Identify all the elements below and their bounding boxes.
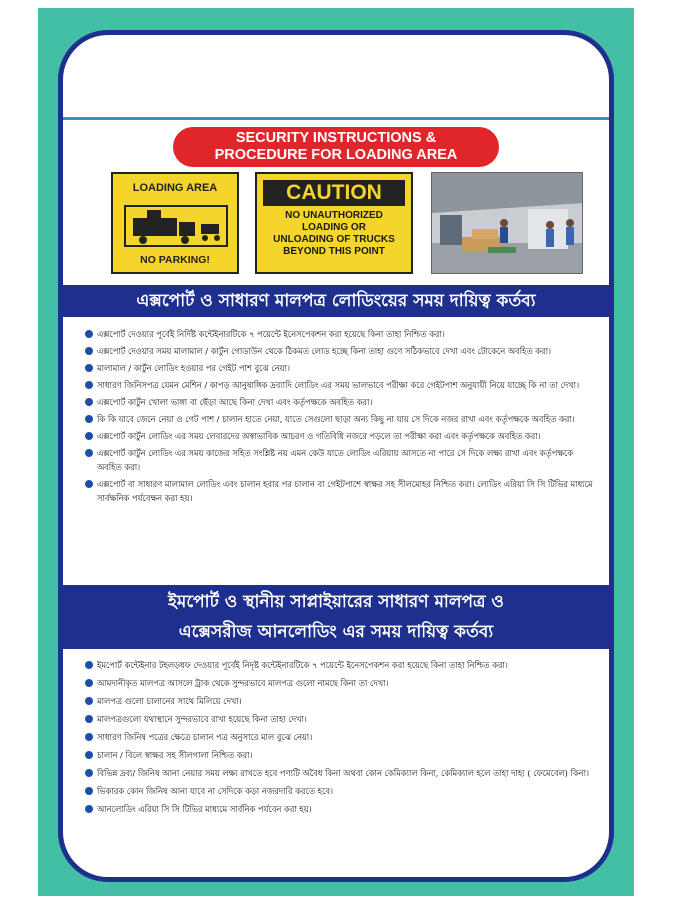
bullet-icon	[85, 398, 93, 406]
caution-heading: CAUTION	[263, 180, 405, 206]
caution-line-3: UNLOADING OF TRUCKS	[273, 234, 395, 245]
bullet-icon	[85, 381, 93, 389]
bullet-icon	[85, 364, 93, 372]
warehouse-illustration	[432, 173, 583, 274]
bullet-icon	[85, 715, 93, 723]
bullet-icon	[85, 733, 93, 741]
list-item: আনলোডিং এরিয়া সি সি টিভির মাধ্যমে সার্বনিক পর্যবেন করা হয়।	[85, 802, 597, 816]
truck-icon	[121, 200, 231, 250]
bullet-icon	[85, 805, 93, 813]
section2-heading-line-2: এক্সেসরীজ আনলোডিং এর সময় দায়িত্ব কর্তব্য	[178, 622, 494, 642]
list-item: এক্সপোর্ট কার্টুন লোডিং এর সময় লেবারদের অস্বাভাবিক আচরণ ও গতিবিধি নজরে পড়লে তা পরীক্ষা করা এবং কর্তৃপক্ষকে অবহিত করা।	[85, 429, 597, 443]
bullet-icon	[85, 697, 93, 705]
caution-sign	[255, 172, 413, 274]
bullet-icon	[85, 769, 93, 777]
bullet-icon	[85, 679, 93, 687]
list-item: সাধারণ জিনিষ পত্রের ক্ষেত্রে চালান পত্র অনুসারে মাল বুঝে নেয়া।	[85, 730, 597, 744]
list-item: মালামাল / কার্টুন লোডিং হওয়ার পর গেইট পাশ বুঝে নেয়া।	[85, 361, 597, 375]
caution-line-4: BEYOND THIS POINT	[283, 246, 385, 257]
notice-panel	[58, 30, 614, 882]
list-item: ইমপোর্ট কন্টেইনার টহলড়ধফ দেওয়ার পূর্বেই নিদৃষ্ট কন্টেইনারটিকে ৭ পয়েন্টে ইনেসপেকশন করা হয়েছে কিনা তাহা নিশ্চিত করা।	[85, 658, 597, 672]
bullet-icon	[85, 751, 93, 759]
warehouse-photo	[431, 172, 583, 274]
list-item: চালান / বিলে স্বাক্ষর সহ সীলগালা নিশ্চিত করা।	[85, 748, 597, 762]
bullet-icon	[85, 661, 93, 669]
bullet-icon	[85, 787, 93, 795]
caution-line-2: LOADING OR	[302, 222, 366, 233]
list-item: এক্সপোর্ট বা সাধারণ মালামাল লোডিং এবং চালান হবার পর চালান বা গেইটপাশে স্বাক্ষর সহ সীলমোহর নিশ্চিত করা। লোডিং এরিয়া সি সি টিভির মাধ্যমে সার্বক্ষনিক পর্যবেক্ষন করা হয়।	[85, 477, 597, 505]
list-item: বিভিন্ন দ্রব্য/ জিনিষ আনা নেয়ার সময় লক্ষ্য রাখতে হবে পণ্যটি অবৈধ কিনা অথবা কোন কেমিক্যাল কিনা, কেমিক্যাল হলে তাহা দাহ্য ( ফেমেবেল) কিনা।	[85, 766, 597, 780]
bullet-icon	[85, 347, 93, 355]
title-line-2: PROCEDURE FOR LOADING AREA	[214, 147, 458, 163]
section2-heading	[63, 585, 609, 649]
loading-sign-bottom: NO PARKING!	[140, 254, 210, 266]
page-title	[173, 127, 499, 167]
caution-text	[257, 210, 411, 258]
list-item: এক্সপোর্ট দেওয়ার পূর্বেই নির্দিষ্ট কন্টেইনারটিকে ৭ পয়েন্টে ইনেসপেকশন করা হয়েছে কিনা তাহা নিশ্চিত করা।	[85, 327, 597, 341]
list-item: ভিকারক কোন জিনিষ আনা যাবে না সেদিকে কড়া নজরদারি করতে হবে।	[85, 784, 597, 798]
bullet-icon	[85, 415, 93, 423]
title-line-1: SECURITY INSTRUCTIONS &	[235, 130, 437, 146]
bullet-icon	[85, 432, 93, 440]
section2-heading-line-1: ইমপোর্ট ও স্থানীয় সাপ্লাইয়ারের সাধারণ মালপত্র ও	[168, 592, 504, 612]
list-item: এক্সপোর্ট কার্টুন খোলা ভাঙ্গা বা ছেঁড়া আছে কিনা দেখা এবং কর্তৃপক্ষকে অবহিত করা।	[85, 395, 597, 409]
bullet-icon	[85, 480, 93, 488]
loading-sign-top: LOADING AREA	[132, 182, 218, 194]
bullet-icon	[85, 330, 93, 338]
bullet-icon	[85, 449, 93, 457]
list-item: সাধারণ জিনিসপত্র যেমন মেশিন / কাপড় আনুষাঙ্গিক দ্রব্যাদি লোডিং এর সময় ভালভাবে পরীক্ষা করে গেইটপাশ অনুযায়ী নিয়ে যাচ্ছে কি না তা দেখা।	[85, 378, 597, 392]
loading-area-sign	[111, 172, 239, 274]
list-item: মালপত্রগুলো যথাস্থানে সুন্দরভাবে রাখা হয়েছে কিনা তাহা দেখা।	[85, 712, 597, 726]
list-item: আমদানীকৃত মালপত্র আসলে ট্রাক থেকে সুন্দরভাবে মালপত্র গুলো নামছে কিনা তা দেখা।	[85, 676, 597, 690]
section1-heading: এক্সপোর্ট ও সাধারণ মালপত্র লোডিংয়ের সময় দায়িত্ব কর্তব্য	[63, 285, 609, 317]
section1-list	[85, 327, 597, 508]
list-item: মালপত্র গুলো চালানের সাথে মিলিয়ে দেখা।	[85, 694, 597, 708]
list-item: এক্সপোর্ট কার্টুন লোডিং এর সময় কাজের সহিত সংশ্লিষ্ট নয় এমন কেউ যাতে লোডিং এরিয়ায় আসতে না পারে সে দিকে লক্ষ্য রাখা এবং কর্তৃপক্ষকে অবহিত করা।	[85, 446, 597, 474]
top-divider	[63, 117, 609, 120]
list-item: কি কি যাবে জেনে নেয়া ও গেট পাশ / চালান হাতে নেয়া, যাতে সেগুলো ছাড়া অন্য কিছু না যায় সে দিকে নজর রাখা এবং কর্তৃপক্ষকে অবহিত করা।	[85, 412, 597, 426]
list-item: এক্সপোর্ট দেওয়ার সময় মালামাল / কার্টুন গোডাউন থেকে ঠিকমত লোড হচ্ছে কিনা তাহা গুণে সঠিকভাবে দেখা এবং টোকেনে অবহিত করা।	[85, 344, 597, 358]
section2-list	[85, 658, 597, 820]
caution-line-1: NO UNAUTHORIZED	[285, 210, 383, 221]
